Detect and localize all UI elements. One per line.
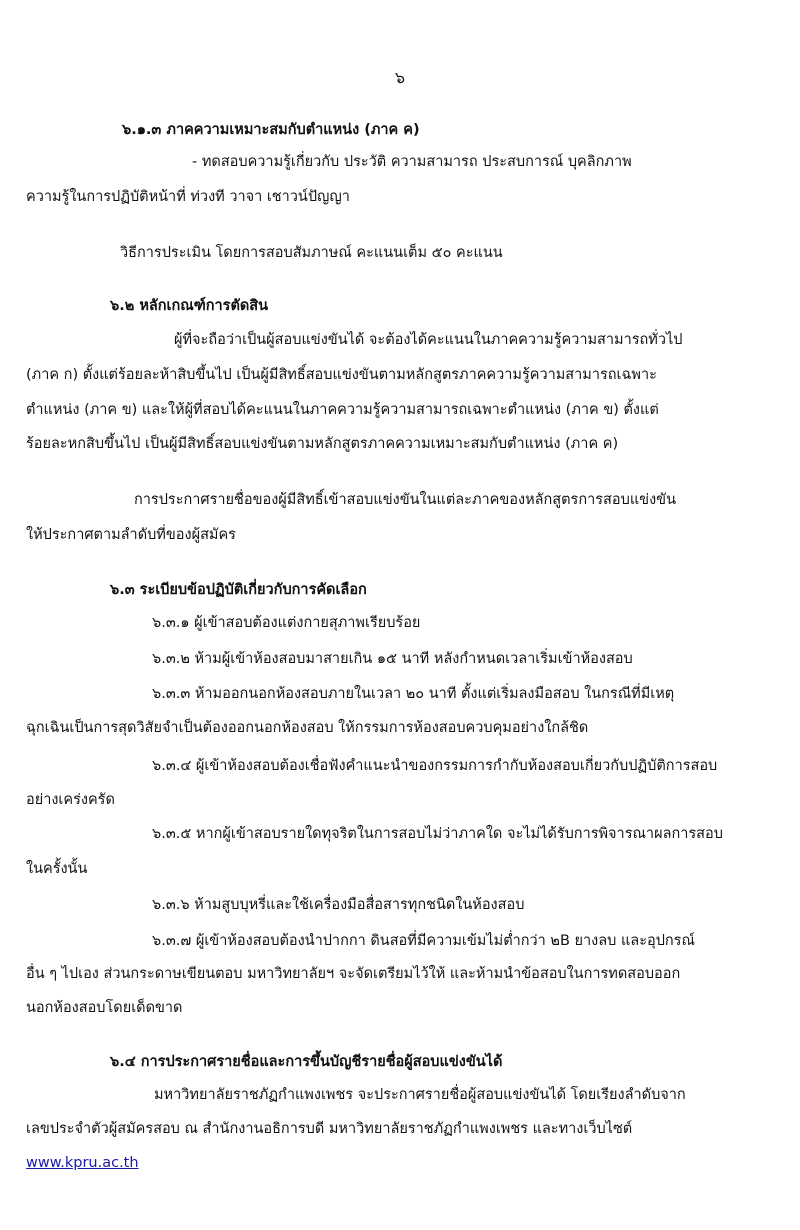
list-item: ๖.๓.๗ ผู้เข้าห้องสอบต้องนำปากกา ดินสอที่มีความเข้มไม่ต่ำกว่า ๒B ยางลบ และอุปกรณ์ [152, 933, 695, 949]
section-heading: ๖.๒ หลักเกณฑ์การตัดสิน [110, 298, 269, 314]
list-item-continuation: อย่างเคร่งครัด [26, 792, 115, 808]
list-item: ๖.๓.๑ ผู้เข้าสอบต้องแต่งกายสุภาพเรียบร้อย [152, 615, 421, 631]
paragraph-line: ให้ประกาศตามลำดับที่ของผู้สมัคร [26, 527, 236, 543]
list-item: ๖.๓.๖ ห้ามสูบบุหรี่และใช้เครื่องมือสื่อสารทุกชนิดในห้องสอบ [152, 897, 525, 913]
paragraph-line: วิธีการประเมิน โดยการสอบสัมภาษณ์ คะแนนเต็ม ๕๐ คะแนน [120, 245, 503, 261]
section-heading: ๖.๓ ระเบียบข้อปฏิบัติเกี่ยวกับการคัดเลือก [110, 582, 367, 598]
paragraph-line: (ภาค ก) ตั้งแต่ร้อยละห้าสิบขึ้นไป เป็นผู้มีสิทธิ์สอบแข่งขันตามหลักสูตรภาคความรู้ความสามารถเฉพาะ [26, 367, 657, 383]
paragraph-line: ความรู้ในการปฏิบัติหน้าที่ ท่วงที วาจา เชาวน์ปัญญา [26, 189, 350, 205]
list-item: ๖.๓.๒ ห้ามผู้เข้าห้องสอบมาสายเกิน ๑๕ นาที หลังกำหนดเวลาเริ่มเข้าห้องสอบ [152, 651, 633, 667]
website-link[interactable]: www.kpru.ac.th [26, 1155, 139, 1171]
section-heading: ๖.๑.๓ ภาคความเหมาะสมกับตำแหน่ง (ภาค ค) [122, 122, 420, 138]
page-number: ๖ [394, 68, 406, 87]
paragraph-line: ร้อยละหกสิบขึ้นไป เป็นผู้มีสิทธิ์สอบแข่งขันตามหลักสูตรภาคความเหมาะสมกับตำแหน่ง (ภาค ค) [26, 436, 619, 452]
list-item: ๖.๓.๔ ผู้เข้าห้องสอบต้องเชื่อฟังคำแนะนำของกรรมการกำกับห้องสอบเกี่ยวกับปฏิบัติการสอบ [152, 758, 718, 774]
list-item-continuation: ฉุกเฉินเป็นการสุดวิสัยจำเป็นต้องออกนอกห้องสอบ ให้กรรมการห้องสอบควบคุมอย่างใกล้ชิด [26, 720, 589, 736]
paragraph-line: ผู้ที่จะถือว่าเป็นผู้สอบแข่งขันได้ จะต้องได้คะแนนในภาคความรู้ความสามารถทั่วไป [174, 332, 683, 348]
paragraph-line: ตำแหน่ง (ภาค ข) และให้ผู้ที่สอบได้คะแนนในภาคความรู้ความสามารถเฉพาะตำแหน่ง (ภาค ข) ตั้งแต่ [26, 402, 659, 418]
paragraph-line: - ทดสอบความรู้เกี่ยวกับ ประวัติ ความสามารถ ประสบการณ์ บุคลิกภาพ [192, 154, 632, 170]
list-item-continuation: นอกห้องสอบโดยเด็ดขาด [26, 1000, 183, 1016]
paragraph-line: เลขประจำตัวผู้สมัครสอบ ณ สำนักงานอธิการบดี มหาวิทยาลัยราชภัฏกำแพงเพชร และทางเว็บไซต์ [26, 1121, 633, 1137]
paragraph-line: การประกาศรายชื่อของผู้มีสิทธิ์เข้าสอบแข่งขันในแต่ละภาคของหลักสูตรการสอบแข่งขัน [134, 492, 676, 508]
list-item: ๖.๓.๕ หากผู้เข้าสอบรายใดทุจริตในการสอบไม่ว่าภาคใด จะไม่ได้รับการพิจารณาผลการสอบ [152, 826, 723, 842]
list-item-continuation: อื่น ๆ ไปเอง ส่วนกระดาษเขียนตอบ มหาวิทยาลัยฯ จะจัดเตรียมไว้ให้ และห้ามนำข้อสอบในการทดสอบออก [26, 966, 681, 982]
list-item: ๖.๓.๓ ห้ามออกนอกห้องสอบภายในเวลา ๒๐ นาที ตั้งแต่เริ่มลงมือสอบ ในกรณีที่มีเหตุ [152, 686, 675, 702]
list-item-continuation: ในครั้งนั้น [26, 861, 88, 877]
section-heading: ๖.๔ การประกาศรายชื่อและการขึ้นบัญชีรายชื่อผู้สอบแข่งขันได้ [110, 1054, 503, 1070]
paragraph-line: มหาวิทยาลัยราชภัฏกำแพงเพชร จะประกาศรายชื่อผู้สอบแข่งขันได้ โดยเรียงลำดับจาก [154, 1087, 686, 1103]
